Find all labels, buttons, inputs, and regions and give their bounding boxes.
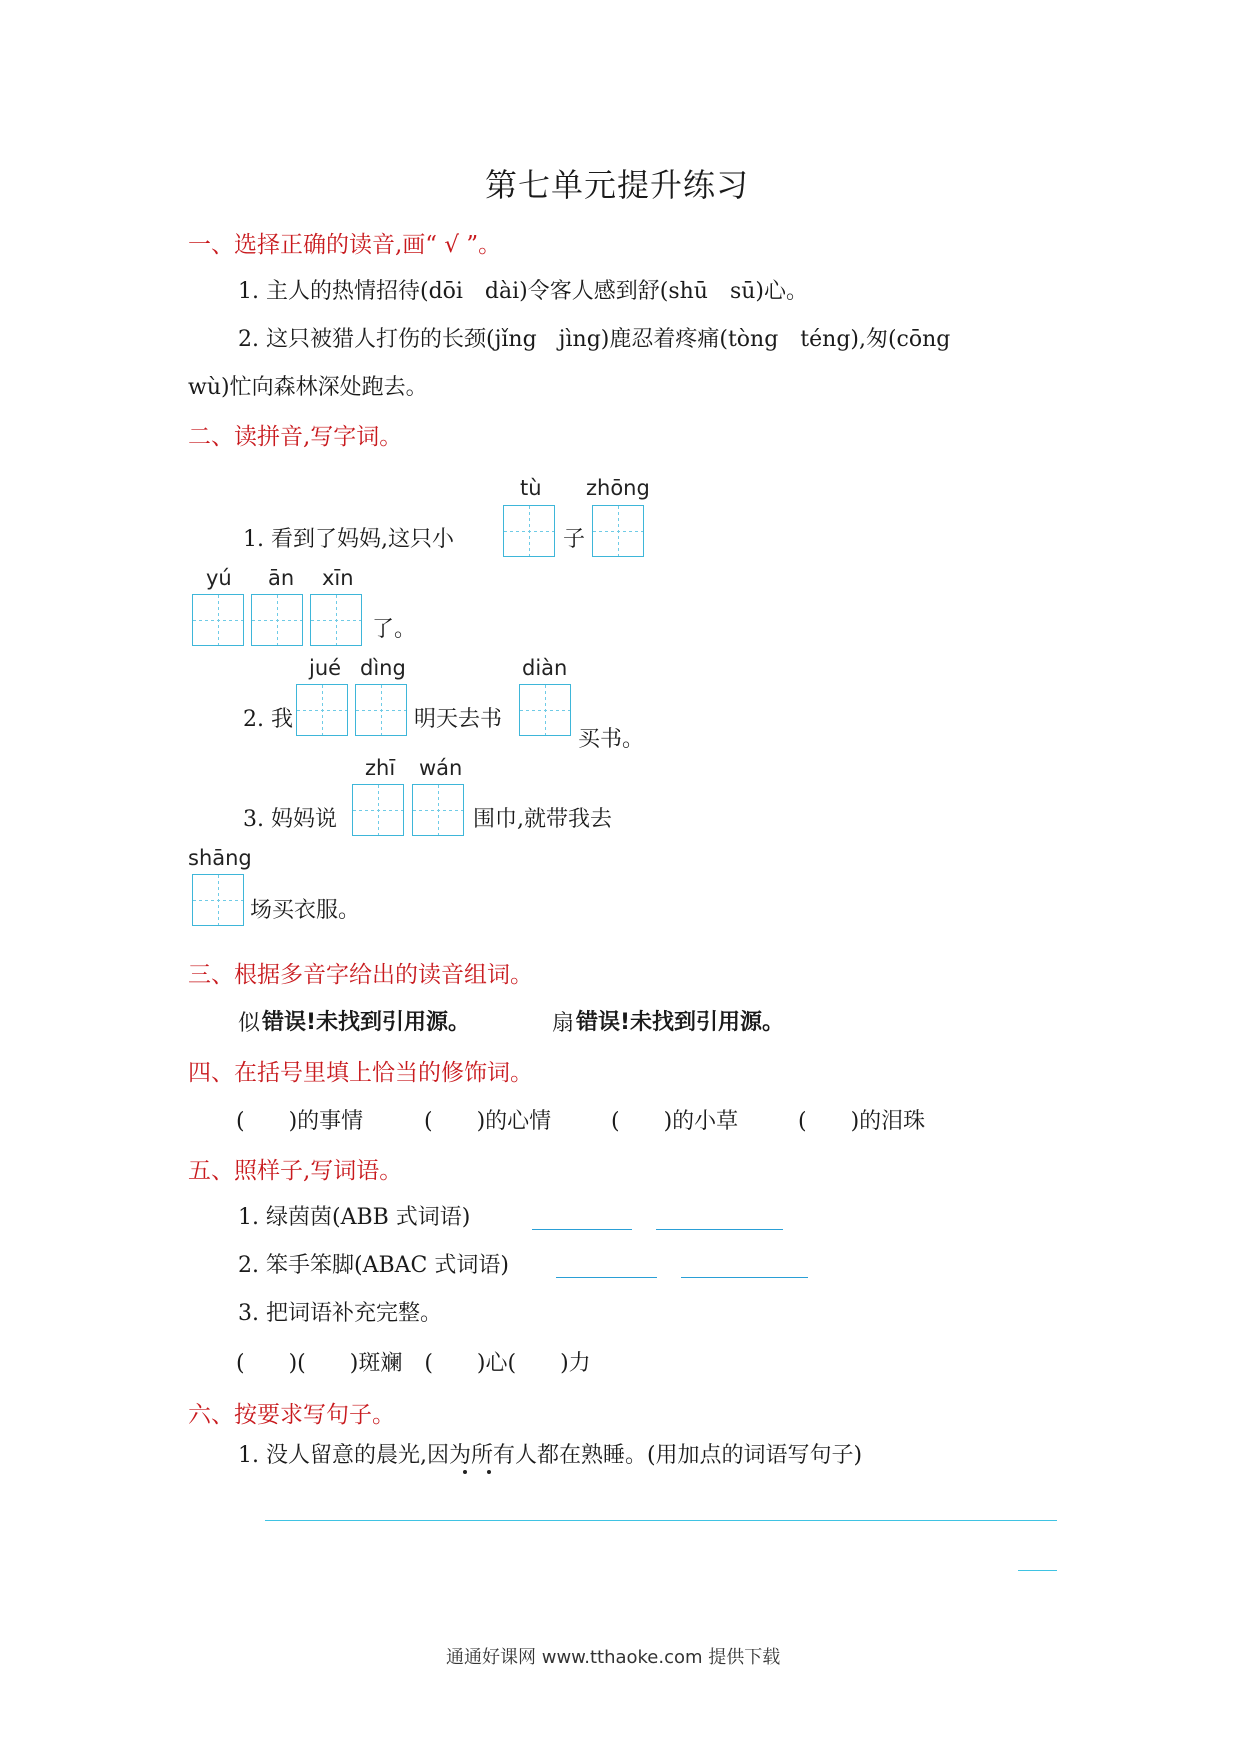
s3-char-2: 扇 [552, 1011, 575, 1036]
pinyin-ding: dìng [360, 656, 406, 680]
s2-q2-text-c: 买书。 [578, 727, 645, 752]
pinyin-xin: xīn [322, 566, 354, 590]
s1-question-1: 1. 主人的热情招待(dōi dài)令客人感到舒(shū sū)心。 [238, 279, 809, 304]
pinyin-wan: wán [419, 756, 463, 780]
answer-line[interactable] [681, 1277, 808, 1278]
answer-line[interactable] [265, 1520, 1057, 1521]
s4-item-2: ( )的心情 [424, 1109, 552, 1134]
s4-item-4: ( )的泪珠 [798, 1109, 926, 1134]
pinyin-yu: yú [206, 566, 232, 590]
s3-error-1: 错误!未找到引用源。 [262, 1010, 471, 1035]
tianzi-box[interactable] [412, 784, 464, 836]
s2-q2-text-b: 明天去书 [414, 707, 503, 732]
s3-char-1: 似 [238, 1011, 261, 1036]
s4-item-3: ( )的小草 [611, 1109, 739, 1134]
section-2-heading: 二、读拼音,写字词。 [188, 424, 403, 450]
s2-q1-text-c: 了。 [372, 617, 417, 642]
section-3-heading: 三、根据多音字给出的读音组词。 [188, 962, 533, 988]
answer-line[interactable] [556, 1277, 657, 1278]
pinyin-dian: diàn [522, 656, 568, 680]
footer-text: 通通好课网 www.tthaoke.com 提供下载 [446, 1647, 781, 1668]
s2-q3-text-a: 3. 妈妈说 [243, 807, 337, 832]
pinyin-shang: shāng [188, 846, 252, 870]
answer-line[interactable] [656, 1229, 783, 1230]
s2-q1-text-b: 子 [563, 527, 586, 552]
answer-line[interactable] [532, 1229, 632, 1230]
s2-q3-text-b: 围巾,就带我去 [473, 807, 612, 832]
tianzi-box[interactable] [192, 874, 244, 926]
tianzi-box[interactable] [296, 684, 348, 736]
emphasis-dot [463, 1470, 467, 1474]
pinyin-zhong: zhōng [586, 476, 650, 500]
tianzi-box[interactable] [192, 594, 244, 646]
pinyin-jue: jué [309, 656, 342, 680]
tianzi-box[interactable] [310, 594, 362, 646]
tianzi-box[interactable] [352, 784, 404, 836]
tianzi-box[interactable] [592, 505, 644, 557]
s2-q3-text-c: 场买衣服。 [250, 898, 361, 923]
pinyin-an: ān [268, 566, 295, 590]
s4-item-1: ( )的事情 [236, 1109, 364, 1134]
pinyin-zhi: zhī [365, 756, 396, 780]
tianzi-box[interactable] [251, 594, 303, 646]
s5-question-2: 2. 笨手笨脚(ABAC 式词语) [238, 1253, 509, 1278]
tianzi-box[interactable] [355, 684, 407, 736]
section-4-heading: 四、在括号里填上恰当的修饰词。 [188, 1060, 533, 1086]
tianzi-box[interactable] [503, 505, 555, 557]
tianzi-box[interactable] [519, 684, 571, 736]
s6-question-1: 1. 没人留意的晨光,因为所有人都在熟睡。(用加点的词语写句子) [238, 1443, 863, 1468]
s1-question-2: 2. 这只被猎人打伤的长颈(jǐng jìng)鹿忍着疼痛(tòng téng),匆(cōng [238, 327, 951, 352]
emphasis-dot [487, 1470, 491, 1474]
s2-q1-text-a: 1. 看到了妈妈,这只小 [243, 527, 454, 552]
section-5-heading: 五、照样子,写词语。 [188, 1158, 403, 1184]
section-6-heading: 六、按要求写句子。 [188, 1402, 395, 1428]
s5-fill-blanks: ( )( )斑斓 ( )心( )力 [236, 1351, 591, 1376]
s3-error-2: 错误!未找到引用源。 [576, 1010, 785, 1035]
s5-question-1: 1. 绿茵茵(ABB 式词语) [238, 1205, 471, 1230]
section-1-heading: 一、选择正确的读音,画“ √ ”。 [188, 232, 502, 258]
s1-question-2-cont: wù)忙向森林深处跑去。 [188, 375, 428, 400]
s5-question-3: 3. 把词语补充完整。 [238, 1301, 442, 1326]
pinyin-tu: tù [520, 476, 542, 500]
answer-line[interactable] [1018, 1570, 1057, 1571]
page-title: 第七单元提升练习 [485, 166, 750, 204]
s2-q2-text-a: 2. 我 [243, 707, 293, 732]
